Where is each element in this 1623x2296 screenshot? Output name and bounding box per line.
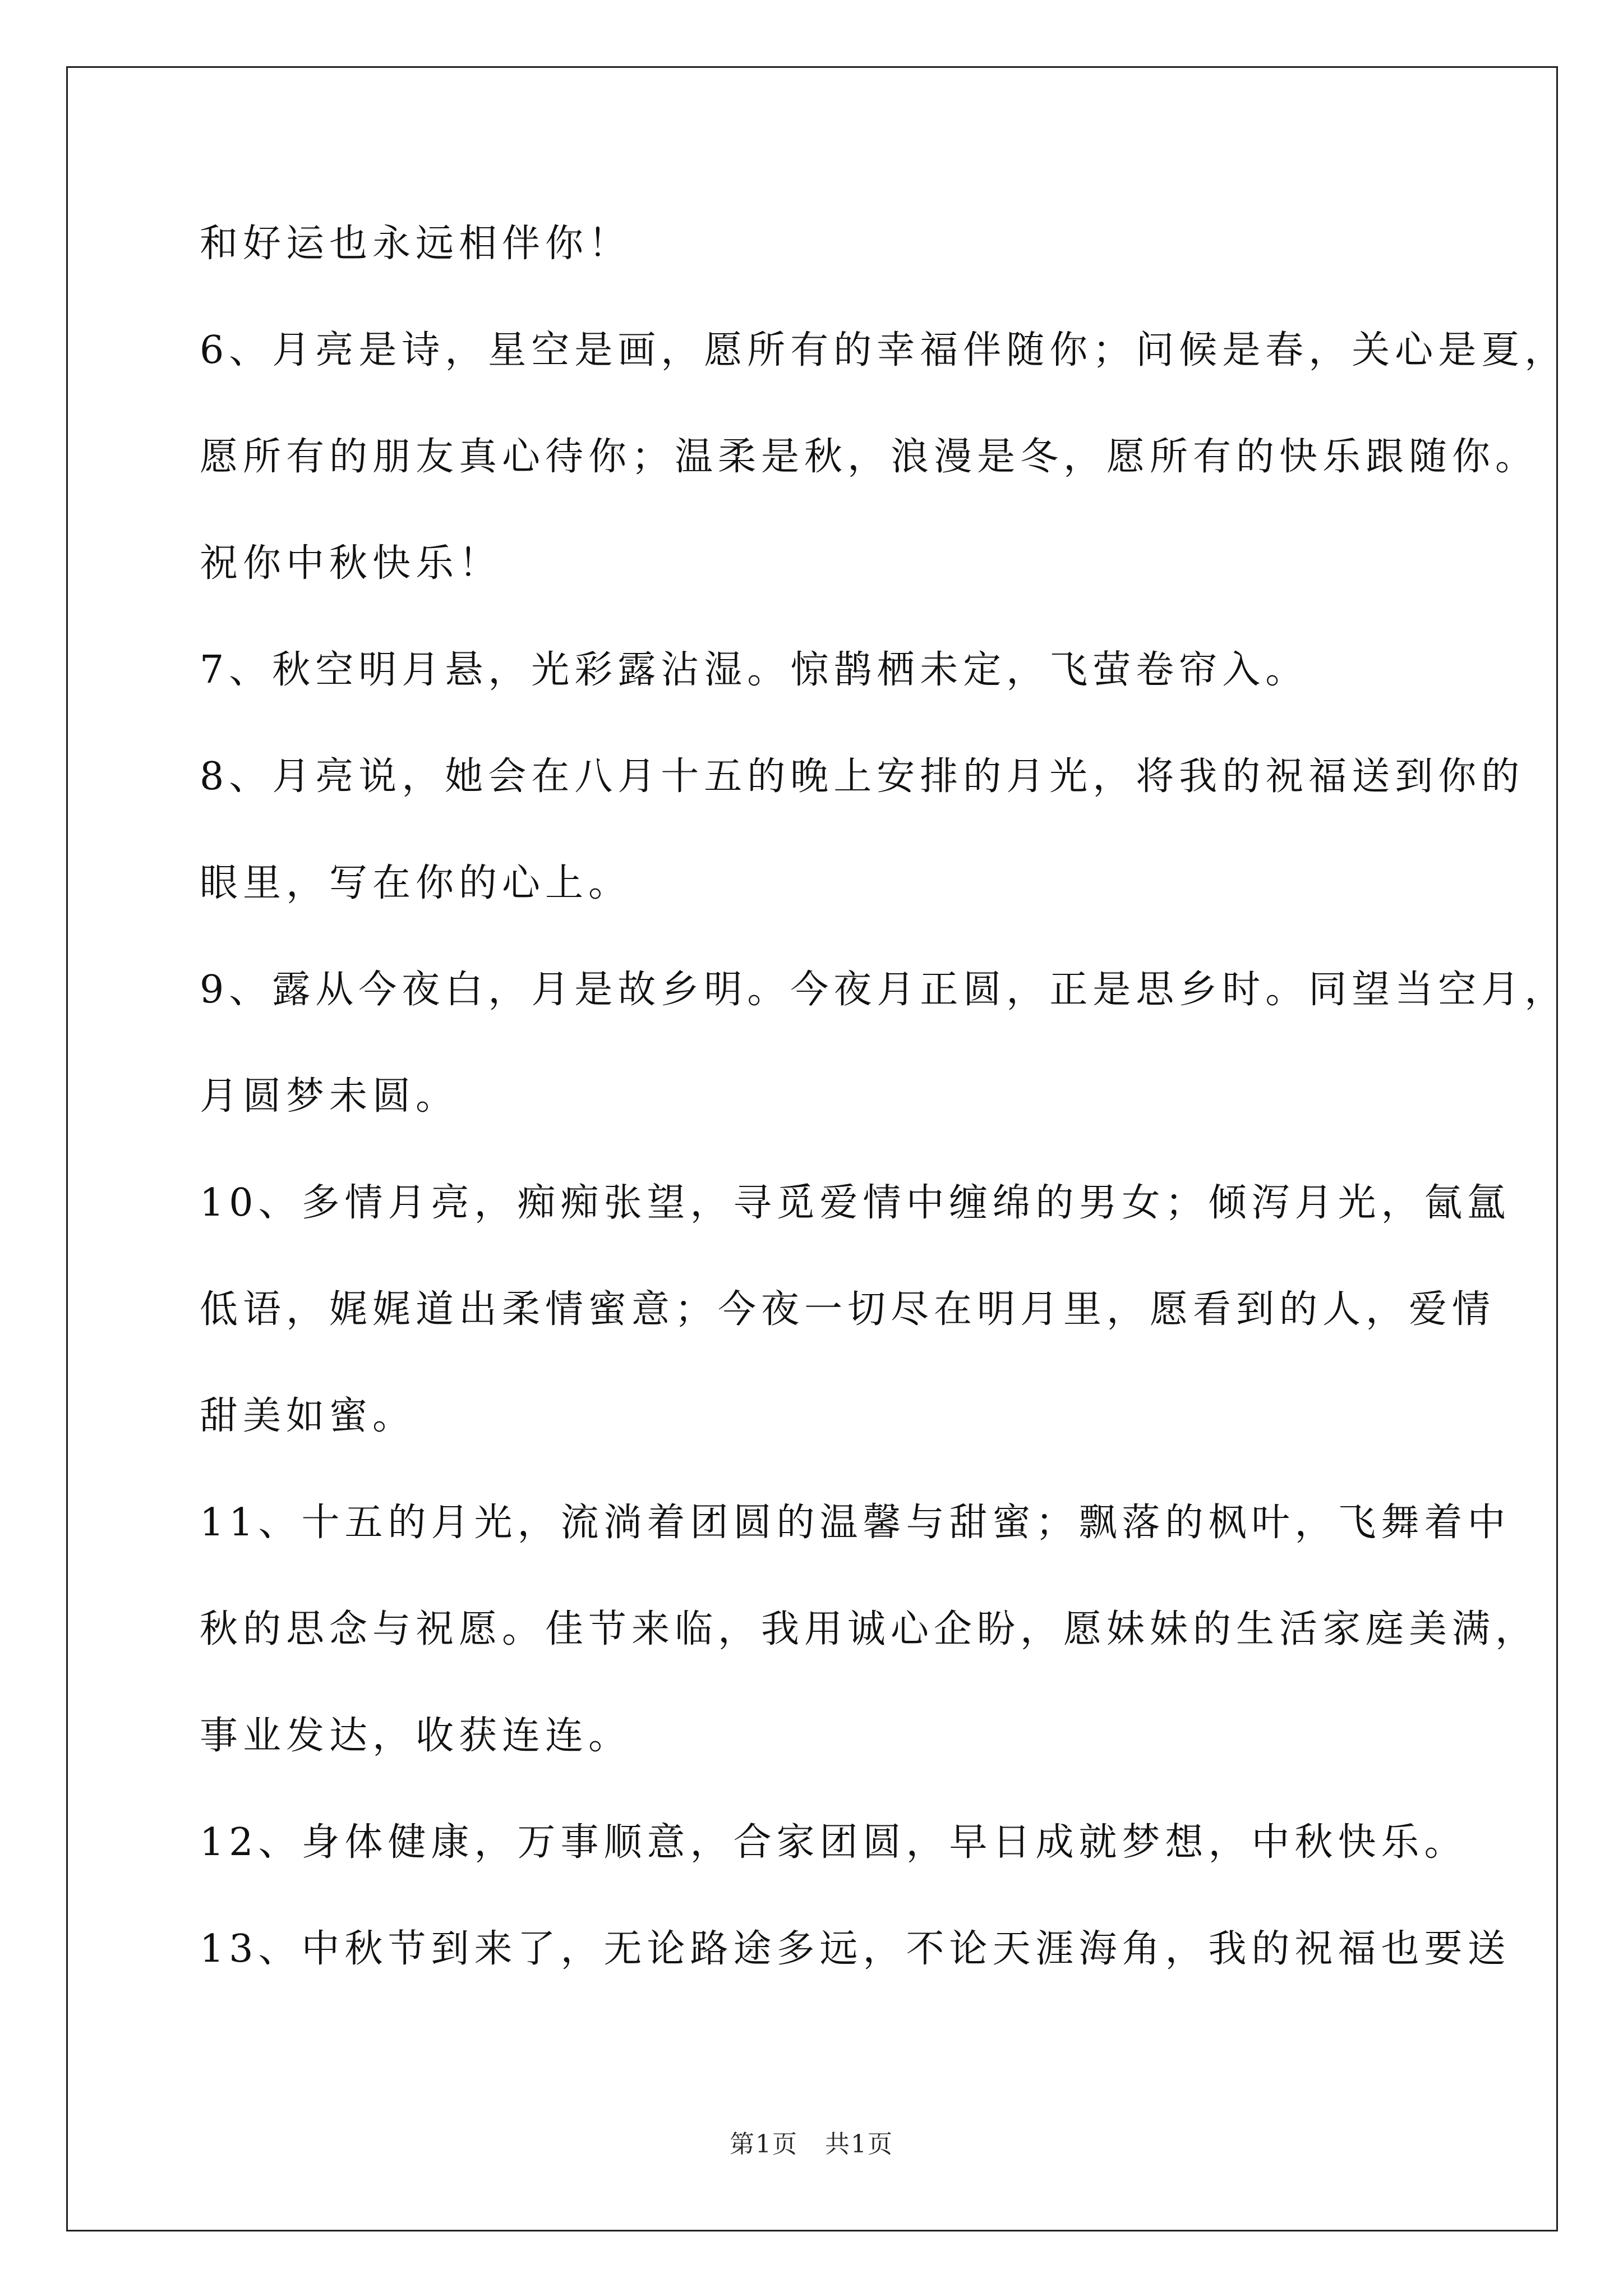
page-number: 第1页 [730,2130,799,2159]
page-total: 共1页 [824,2130,893,2159]
text-line: 12、身体健康，万事顺意，合家团圆，早日成就梦想，中秋快乐。 [200,1820,1468,1865]
text-line: 9、露从今夜白，月是故乡明。今夜月正圆，正是思乡时。同望当空月， [200,968,1568,1012]
text-line: 祝你中秋快乐！ [200,541,502,586]
text-line: 11、十五的月光，流淌着团圆的温馨与甜蜜；飘落的枫叶，飞舞着中 [200,1501,1511,1545]
text-line: 7、秋空明月悬，光彩露沾湿。惊鹊栖未定，飞萤卷帘入。 [200,648,1309,692]
text-line: 和好运也永远相伴你！ [200,222,632,266]
text-line: 6、月亮是诗，星空是画，愿所有的幸福伴随你；问候是春，关心是夏， [200,328,1568,372]
document-body [200,191,1568,2003]
text-line: 事业发达，收获连连。 [200,1714,632,1758]
text-line: 愿所有的朋友真心待你；温柔是秋，浪漫是冬，愿所有的快乐跟随你。 [200,435,1539,479]
text-line: 月圆梦未圆。 [200,1074,459,1119]
text-line: 甜美如蜜。 [200,1394,416,1438]
text-line: 低语，娓娓道出柔情蜜意；今夜一切尽在明月里，愿看到的人，爱情 [200,1287,1496,1332]
text-line: 秋的思念与祝愿。佳节来临，我用诚心企盼，愿妹妹的生活家庭美满， [200,1607,1539,1651]
text-line: 眼里，写在你的心上。 [200,861,632,905]
text-line: 13、中秋节到来了，无论路途多远，不论天涯海角，我的祝福也要送 [200,1927,1511,1971]
text-line: 8、月亮说，她会在八月十五的晚上安排的月光，将我的祝福送到你的 [200,754,1525,799]
page-footer [0,2124,1623,2160]
text-line: 10、多情月亮，痴痴张望，寻觅爱情中缠绵的男女；倾泻月光，氤氲 [200,1181,1511,1225]
